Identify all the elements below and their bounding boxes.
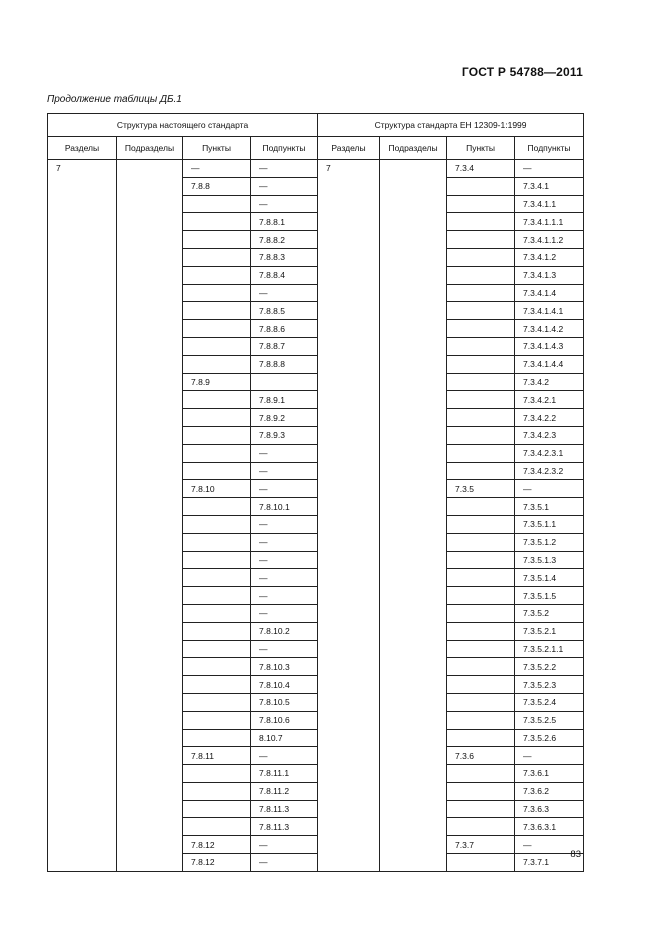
- clause-left: [183, 195, 251, 213]
- subclause-right: 7.3.4.1.1.2: [515, 231, 584, 249]
- subclause-right: 7.3.4.1.4.3: [515, 337, 584, 355]
- subclause-left: —: [251, 160, 318, 178]
- section-left: [48, 160, 117, 872]
- subclause-left: 7.8.11.2: [251, 782, 318, 800]
- clause-right: [447, 622, 515, 640]
- subclause-left: 7.8.11.3: [251, 800, 318, 818]
- subclause-left: 7.8.9.3: [251, 426, 318, 444]
- clause-left: [183, 800, 251, 818]
- clause-right: [447, 800, 515, 818]
- clause-left: [183, 498, 251, 516]
- group-header-en-standard: Структура стандарта ЕН 12309-1:1999: [318, 114, 584, 137]
- subclause-left: —: [251, 747, 318, 765]
- col-header-subsections-left: Подразделы: [117, 137, 183, 160]
- subclause-right: 7.3.4.1: [515, 177, 584, 195]
- clause-left: [183, 515, 251, 533]
- subclause-right: 7.3.4.1.4.4: [515, 355, 584, 373]
- subclause-right: 7.3.5.2.1: [515, 622, 584, 640]
- subclause-left: 7.8.11.1: [251, 765, 318, 783]
- subclause-right: 7.3.5.1.2: [515, 533, 584, 551]
- subclause-right: 7.3.4.1.1: [515, 195, 584, 213]
- subclause-right: 7.3.5.1.3: [515, 551, 584, 569]
- subclause-left: 7.8.9.2: [251, 409, 318, 427]
- subsection-left: [117, 160, 183, 872]
- clause-right: [447, 462, 515, 480]
- col-header-sections-right: Разделы: [318, 137, 380, 160]
- clause-left: [183, 729, 251, 747]
- subclause-right: 7.3.4.1.2: [515, 248, 584, 266]
- clause-right: [447, 355, 515, 373]
- subclause-left: —: [251, 284, 318, 302]
- clause-right: 7.3.5: [447, 480, 515, 498]
- subclause-right: 7.3.4.1.4.2: [515, 320, 584, 338]
- clause-right: [447, 391, 515, 409]
- subclause-right: 7.3.4.1.3: [515, 266, 584, 284]
- clause-right: [447, 604, 515, 622]
- clause-left: [183, 569, 251, 587]
- subclause-left: 7.8.10.4: [251, 676, 318, 694]
- clause-right: [447, 587, 515, 605]
- clause-left: [183, 337, 251, 355]
- page-number: 83: [570, 849, 581, 860]
- clause-right: [447, 373, 515, 391]
- clause-right: [447, 409, 515, 427]
- subclause-left: —: [251, 444, 318, 462]
- subclause-right: 7.3.4.2.3: [515, 426, 584, 444]
- col-header-subclauses-right: Подпункты: [515, 137, 584, 160]
- clause-left: [183, 658, 251, 676]
- clause-left: [183, 462, 251, 480]
- subclause-right: 7.3.5.1.5: [515, 587, 584, 605]
- clause-left: [183, 765, 251, 783]
- subclause-right: —: [515, 836, 584, 854]
- subclause-left: 7.8.10.5: [251, 693, 318, 711]
- subclause-left: 7.8.8.6: [251, 320, 318, 338]
- subclause-left: 7.8.10.1: [251, 498, 318, 516]
- clause-right: [447, 551, 515, 569]
- clause-right: [447, 231, 515, 249]
- clause-right: [447, 284, 515, 302]
- clause-left: [183, 355, 251, 373]
- subclause-left: 7.8.10.2: [251, 622, 318, 640]
- clause-left: 7.8.12: [183, 854, 251, 872]
- subclause-left: 7.8.10.3: [251, 658, 318, 676]
- clause-left: [183, 248, 251, 266]
- subclause-right: —: [515, 747, 584, 765]
- section-right-value: 7: [326, 163, 331, 173]
- clause-right: [447, 195, 515, 213]
- subclause-left: —: [251, 587, 318, 605]
- clause-right: [447, 854, 515, 872]
- clause-right: [447, 426, 515, 444]
- table-caption: Продолжение таблицы ДБ.1: [47, 94, 182, 105]
- clause-right: [447, 266, 515, 284]
- subclause-left: —: [251, 480, 318, 498]
- subclause-left: —: [251, 515, 318, 533]
- clause-right: 7.3.6: [447, 747, 515, 765]
- clause-right: [447, 693, 515, 711]
- clause-left: [183, 693, 251, 711]
- subclause-right: 7.3.5.1.1: [515, 515, 584, 533]
- subclause-right: 7.3.7.1: [515, 854, 584, 872]
- clause-left: —: [183, 160, 251, 178]
- subclause-right: —: [515, 480, 584, 498]
- subclause-left: —: [251, 462, 318, 480]
- subclause-right: —: [515, 160, 584, 178]
- clause-right: [447, 729, 515, 747]
- subclause-left: 7.8.8.1: [251, 213, 318, 231]
- subclause-right: 7.3.5.2.6: [515, 729, 584, 747]
- subclause-left: 7.8.8.8: [251, 355, 318, 373]
- subclause-right: 7.3.6.1: [515, 765, 584, 783]
- col-header-subsections-right: Подразделы: [380, 137, 447, 160]
- clause-right: [447, 444, 515, 462]
- clause-right: [447, 711, 515, 729]
- subclause-left: 7.8.8.2: [251, 231, 318, 249]
- subclause-right: 7.3.5.1: [515, 498, 584, 516]
- subclause-right: 7.3.4.1.1.1: [515, 213, 584, 231]
- subclause-right: 7.3.4.1.4.1: [515, 302, 584, 320]
- clause-left: [183, 640, 251, 658]
- subclause-right: 7.3.5.1.4: [515, 569, 584, 587]
- clause-left: [183, 587, 251, 605]
- clause-left: [183, 391, 251, 409]
- subclause-right: 7.3.4.2.2: [515, 409, 584, 427]
- clause-left: [183, 284, 251, 302]
- clause-right: [447, 302, 515, 320]
- clause-left: [183, 320, 251, 338]
- group-header-row: [48, 114, 584, 137]
- clause-right: [447, 569, 515, 587]
- column-header-row: [48, 137, 584, 160]
- clause-right: 7.3.7: [447, 836, 515, 854]
- subclause-left: [251, 373, 318, 391]
- subclause-right: 7.3.5.2: [515, 604, 584, 622]
- clause-right: [447, 533, 515, 551]
- clause-left: [183, 533, 251, 551]
- subclause-left: —: [251, 604, 318, 622]
- subclause-left: —: [251, 569, 318, 587]
- subclause-left: —: [251, 854, 318, 872]
- subclause-right: 7.3.5.2.2: [515, 658, 584, 676]
- subclause-right: 7.3.5.2.3: [515, 676, 584, 694]
- clause-left: [183, 231, 251, 249]
- subsection-right: [380, 160, 447, 872]
- clause-right: [447, 658, 515, 676]
- col-header-subclauses-left: Подпункты: [251, 137, 318, 160]
- subclause-left: 8.10.7: [251, 729, 318, 747]
- subclause-left: 7.8.8.4: [251, 266, 318, 284]
- subclause-left: 7.8.8.3: [251, 248, 318, 266]
- clause-right: [447, 213, 515, 231]
- subclause-left: —: [251, 533, 318, 551]
- subclause-left: —: [251, 551, 318, 569]
- clause-left: 7.8.11: [183, 747, 251, 765]
- clause-left: [183, 676, 251, 694]
- col-header-clauses-left: Пункты: [183, 137, 251, 160]
- subclause-right: 7.3.4.2.3.1: [515, 444, 584, 462]
- subclause-right: 7.3.6.3: [515, 800, 584, 818]
- subclause-right: 7.3.5.2.1.1: [515, 640, 584, 658]
- subclause-left: 7.8.10.6: [251, 711, 318, 729]
- subclause-right: 7.3.4.2.3.2: [515, 462, 584, 480]
- subclause-left: 7.8.9.1: [251, 391, 318, 409]
- clause-right: [447, 515, 515, 533]
- clause-left: [183, 604, 251, 622]
- clause-left: 7.8.9: [183, 373, 251, 391]
- col-header-sections-left: Разделы: [48, 137, 117, 160]
- clause-right: [447, 177, 515, 195]
- clause-right: [447, 818, 515, 836]
- subclause-left: —: [251, 836, 318, 854]
- clause-left: [183, 426, 251, 444]
- subclause-left: —: [251, 640, 318, 658]
- subclause-right: 7.3.5.2.5: [515, 711, 584, 729]
- col-header-clauses-right: Пункты: [447, 137, 515, 160]
- document-code: ГОСТ Р 54788—2011: [461, 65, 583, 79]
- subclause-right: 7.3.5.2.4: [515, 693, 584, 711]
- section-left-value: 7: [56, 163, 61, 173]
- clause-right: [447, 765, 515, 783]
- clause-left: [183, 302, 251, 320]
- clause-right: [447, 320, 515, 338]
- subclause-right: 7.3.4.1.4: [515, 284, 584, 302]
- subclause-left: 7.8.8.7: [251, 337, 318, 355]
- clause-right: 7.3.4: [447, 160, 515, 178]
- group-header-this-standard: Структура настоящего стандарта: [48, 114, 318, 137]
- clause-right: [447, 248, 515, 266]
- table-body: [48, 160, 584, 872]
- subclause-right: 7.3.4.2: [515, 373, 584, 391]
- clause-right: [447, 782, 515, 800]
- clause-right: [447, 337, 515, 355]
- subclause-right: 7.3.6.3.1: [515, 818, 584, 836]
- clause-left: 7.8.12: [183, 836, 251, 854]
- subclause-right: 7.3.6.2: [515, 782, 584, 800]
- subclause-left: —: [251, 195, 318, 213]
- clause-left: 7.8.10: [183, 480, 251, 498]
- clause-left: [183, 409, 251, 427]
- clause-left: [183, 818, 251, 836]
- subclause-right: 7.3.4.2.1: [515, 391, 584, 409]
- clause-right: [447, 498, 515, 516]
- subclause-left: —: [251, 177, 318, 195]
- clause-right: [447, 676, 515, 694]
- section-right: [318, 160, 380, 872]
- clause-left: [183, 622, 251, 640]
- clause-left: 7.8.8: [183, 177, 251, 195]
- clause-left: [183, 782, 251, 800]
- clause-left: [183, 551, 251, 569]
- clause-left: [183, 444, 251, 462]
- table-row: [48, 160, 584, 178]
- clause-right: [447, 640, 515, 658]
- clause-left: [183, 213, 251, 231]
- subclause-left: 7.8.8.5: [251, 302, 318, 320]
- subclause-left: 7.8.11.3: [251, 818, 318, 836]
- clause-left: [183, 711, 251, 729]
- comparison-table: [47, 113, 584, 872]
- clause-left: [183, 266, 251, 284]
